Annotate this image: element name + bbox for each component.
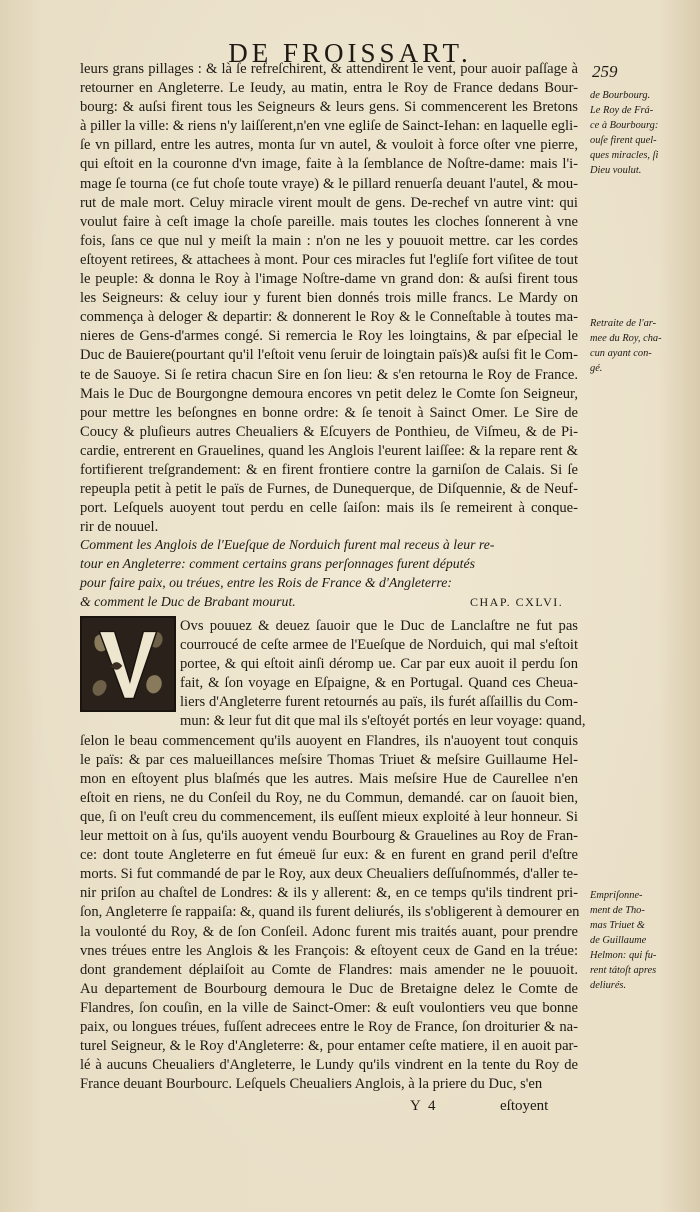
margin-note-line: mee du Roy, cha- xyxy=(590,333,662,344)
margin-note-line: rent tátoſt apres xyxy=(590,965,657,976)
margin-note-line: de Guillaume xyxy=(590,935,647,946)
paragraph-line: eſtoyent retirees, & attachees à mont. Pour ces miracles fut l'egliſe fort viſitee de tout xyxy=(80,251,578,268)
margin-note-line: deliurés. xyxy=(590,980,627,991)
margin-note-line: gé. xyxy=(590,363,603,374)
paragraph-line: morts. Si fut commandé de par le Roy, aux deux Cheualiers deſſuſnommés, d'aller te- xyxy=(80,866,578,883)
paragraph-line: rir de nouuel. xyxy=(80,519,159,536)
paragraph-line: Flandres, ſon couſin, en la ville de Sainct-Omer: & euſt voulontiers veu que bonne xyxy=(80,999,578,1016)
heading-line: pour faire paix, ou tréues, entre les Rois de France & d'Angleterre: xyxy=(80,575,452,590)
signature-mark: Y 4 xyxy=(410,1098,438,1114)
paragraph-line: dont grandement déplaiſoit au Comte de Flandres: mais amender ne le pouuoit. xyxy=(80,961,578,978)
paragraph-line: mage ſe tourna (ce fut choſe toute vraye) & le pillard renuerſa deuant l'autel, & mou- xyxy=(80,175,578,192)
paragraph-line: le païs: & par ces malueillances meſsire Thomas Triuet & meſsire Guillaume Hel- xyxy=(80,751,578,768)
paragraph-line: le peuple: & donna le Roy à l'image Noſtre-dame vn grand don: & auſsi firent tous xyxy=(80,271,578,288)
paragraph-line: la voulonté du Roy, & de ſon Conſeil. Adonc furent mis traités auant, pour prendre xyxy=(80,923,578,940)
margin-note-line: cun ayant con- xyxy=(590,348,652,359)
margin-note-line: ques miracles, ſi xyxy=(590,150,659,161)
margin-note-line: Le Roy de Frá- xyxy=(590,105,654,116)
paragraph-line: que, ſi on l'euſt creu du commencement, ils euſſent mieux exploité à leur honneur. Si xyxy=(80,808,578,825)
margin-note-line: Empriſonne- xyxy=(590,890,643,901)
running-title: DE FROISSART. xyxy=(228,38,472,68)
paragraph-line: vnes tréues entre les Anglois & les François: & eſtoyent ceux de Gand en la tréue: xyxy=(80,942,578,959)
paragraph-line: qui eſtoit en la couronne d'vn image, faite à la ſemblance de Noſtre-dame: mais l'i- xyxy=(80,156,578,173)
paragraph-line: pour mettre les beſongnes en bonne ordre: & ſe tenoit à Sainct Omer. Le Sire de xyxy=(80,404,578,421)
paragraph-line: repeupla petit à petit le païs de Furnes, de Dunequerque, de Diſquennie, & de Neuf- xyxy=(80,481,578,498)
paragraph-line: Mais le Duc de Bourgongne demoura encores vn petit delez le Comte ſon Seigneur, xyxy=(80,385,578,402)
paragraph-line: cardie, entrerent en Grauelines, quand les Anglois l'eurent laiſſee: & la repare rent & xyxy=(80,442,578,459)
paragraph-1 xyxy=(80,60,578,537)
paragraph-line: commença à deloger & departir: & donnerent le Roy & le Conneſtable à toutes ma- xyxy=(80,309,578,326)
margin-note-2 xyxy=(590,316,690,376)
chapter-number: CHAP. CXLVI. xyxy=(470,595,564,609)
catchword: eſtoyent xyxy=(500,1098,549,1114)
paragraph-line: port. Leſquels auoyent tout perdu en celle ſaiſon: mais ils ſe remeirent à conque- xyxy=(80,500,578,517)
paragraph-line: eſtoit en riens, ne du Conſeil du Roy, ne du Commun, demandé. car on ſauoit bien, xyxy=(80,789,578,806)
paragraph-line: France deuant Bourbourc. Leſquels Cheualiers Anglois, à la priere du Duc, s'en xyxy=(80,1076,543,1093)
paragraph-line: fait, & ſon voyage en Eſpaigne, & en Portugal. Quand ces Cheua- xyxy=(180,675,578,692)
paragraph-line: Coucy & pluſieurs autres Cheualiers & Eſcuyers de Ponthieu, de Viſmeu, & de Pi- xyxy=(80,423,578,440)
paragraph-line: Au departement de Bourbourg demoura le Duc de Bretaigne delez le Comte de xyxy=(80,980,578,997)
margin-note-line: de Bourbourg. xyxy=(590,90,651,101)
paragraph-line: leurs grans pillages : & là ſe refreſchirent, & attendirent le vent, pour auoir paſſage à xyxy=(80,61,578,77)
paragraph-line: ſelon le beau commencement qu'ils auoyent en Flandres, ils n'auoyent tout conquis xyxy=(80,732,578,749)
paragraph-line: ſon, Angleterre ſe rappaiſa: &, quand ils furent deliurés, ils s'obligerent à demourer en xyxy=(80,904,580,921)
paragraph-line: Duc de Bauiere(pourtant qu'il l'eſtoit venu ſeruir de loingtain païs)& auſsi fit le Com- xyxy=(80,347,578,364)
paragraph-line: portee, & qui eſtoit ainſi déromp ue. Car par eux auoit il perdu ſon xyxy=(180,656,578,673)
paragraph-line: leur mettoit on à ſus, qu'ils auoyent vendu Bourbourg & Grauelines au Roy de Fran- xyxy=(80,828,578,845)
paragraph-line: te de Sauoye. Si ſe retira chacun Sire en ſon lieu: & s'en retourna le Roy de France. xyxy=(80,366,578,383)
heading-line: tour en Angleterre: comment certains grans perſonnages furent députés xyxy=(80,556,475,571)
paragraph-line: mon en eſtoyent plus blaſmés que les autres. Mais meſsire Hue de Caurellee n'en xyxy=(80,770,578,787)
paragraph-line: ſe vn pillard, entre les autres, monta ſur vn autel, & vouloit à force oſter vne pierre, xyxy=(80,137,578,154)
margin-note-line: ment de Tho- xyxy=(590,905,645,916)
paragraph-line: fortifierent treſgrandement: & en firent frontiere contre la garniſon de Calais. Si ſe xyxy=(80,461,578,478)
paragraph-line: Ovs pouuez & deuez ſauoir que le Duc de Lanclaſtre ne fut pas xyxy=(180,618,578,634)
heading-line: Comment les Anglois de l'Eueſque de Norduich furent mal receus à leur re- xyxy=(80,537,495,552)
heading-line: & comment le Duc de Brabant mourut. xyxy=(80,594,296,609)
paragraph-line: les Seigneurs: & celuy iour y furent bien donnés trois mille francs. Le Mardy on xyxy=(80,290,578,307)
paragraph-line: lé à aucuns Cheualiers d'Angleterre, le Lundy qu'ils vindrent en la tente du Roy de xyxy=(80,1057,578,1074)
paragraph-line: ce: dont toute Angleterre en fut émeuë ſur eux: & en furent en grand peril d'eſtre xyxy=(80,847,578,864)
margin-note-1 xyxy=(590,88,690,178)
paragraph-line: nieres de Gens-d'armes congé. Si remercia le Roy les loingtains, & par eſpecial le xyxy=(80,328,578,345)
paragraph-line: mun: & leur fut dit que mal ils s'eſtoyét portés en leur voyage: quand, xyxy=(180,713,586,730)
margin-note-line: Dieu voulut. xyxy=(590,165,642,176)
margin-note-line: ouſe firent quel- xyxy=(590,135,657,146)
paragraph-line: rut de male mort. Celuy miracle virent moult de gens. De-rechef vn autre vint: qui xyxy=(80,194,578,211)
paragraph-line: nir priſon au chaſtel de Londres: & ils y allerent: &, en ce temps qu'ils tindrent pri- xyxy=(80,885,578,902)
paragraph-line: courroucé de ceſte armee de l'Eueſque de Norduich, qui mal s'eſtoit xyxy=(180,637,578,654)
paragraph-line: à piller la ville: & riens n'y laiſſerent,n'en vne egliſe de Sainct-Iehan: en laquelle egli- xyxy=(80,118,578,135)
paragraph-line: voulut faire à ceſt image la choſe pareille. mais toutes les cloches ſonnerent à vne xyxy=(80,213,578,230)
margin-note-line: Helmon: qui fu- xyxy=(590,950,657,961)
paragraph-line: turel Seigneur, & le Roy d'Angleterre: &, pour entamer ceſte matiere, il en auoit par- xyxy=(80,1038,578,1055)
paragraph-line: paix, ou longues tréues, fuſſent adrecees entre le Roy de France, ſon droiturier & na- xyxy=(80,1018,578,1035)
margin-note-3 xyxy=(590,888,690,993)
paragraph-line: liers d'Angleterre furent retournés au païs, ils furét aſſaillis du Com- xyxy=(180,694,578,711)
paragraph-line: fois, ſans ce que nul y meiſt la main : n'on ne les y pouuoit mettre. car les cordes xyxy=(80,232,578,249)
margin-note-line: ce à Bourbourg: xyxy=(590,120,659,131)
margin-note-line: mas Triuet & xyxy=(590,920,645,931)
paragraph-line: bourg: & auſsi firent tous les Seigneurs & leurs gens. Si commencerent les Bretons xyxy=(80,99,578,116)
paragraph-2 xyxy=(80,617,586,1094)
page-number: 259 xyxy=(592,62,618,81)
margin-note-line: Retraite de l'ar- xyxy=(590,318,657,329)
paragraph-line: retourner en Angleterre. Le Ieudy, au matin, entra le Roy de France dedans Bour- xyxy=(80,80,578,97)
